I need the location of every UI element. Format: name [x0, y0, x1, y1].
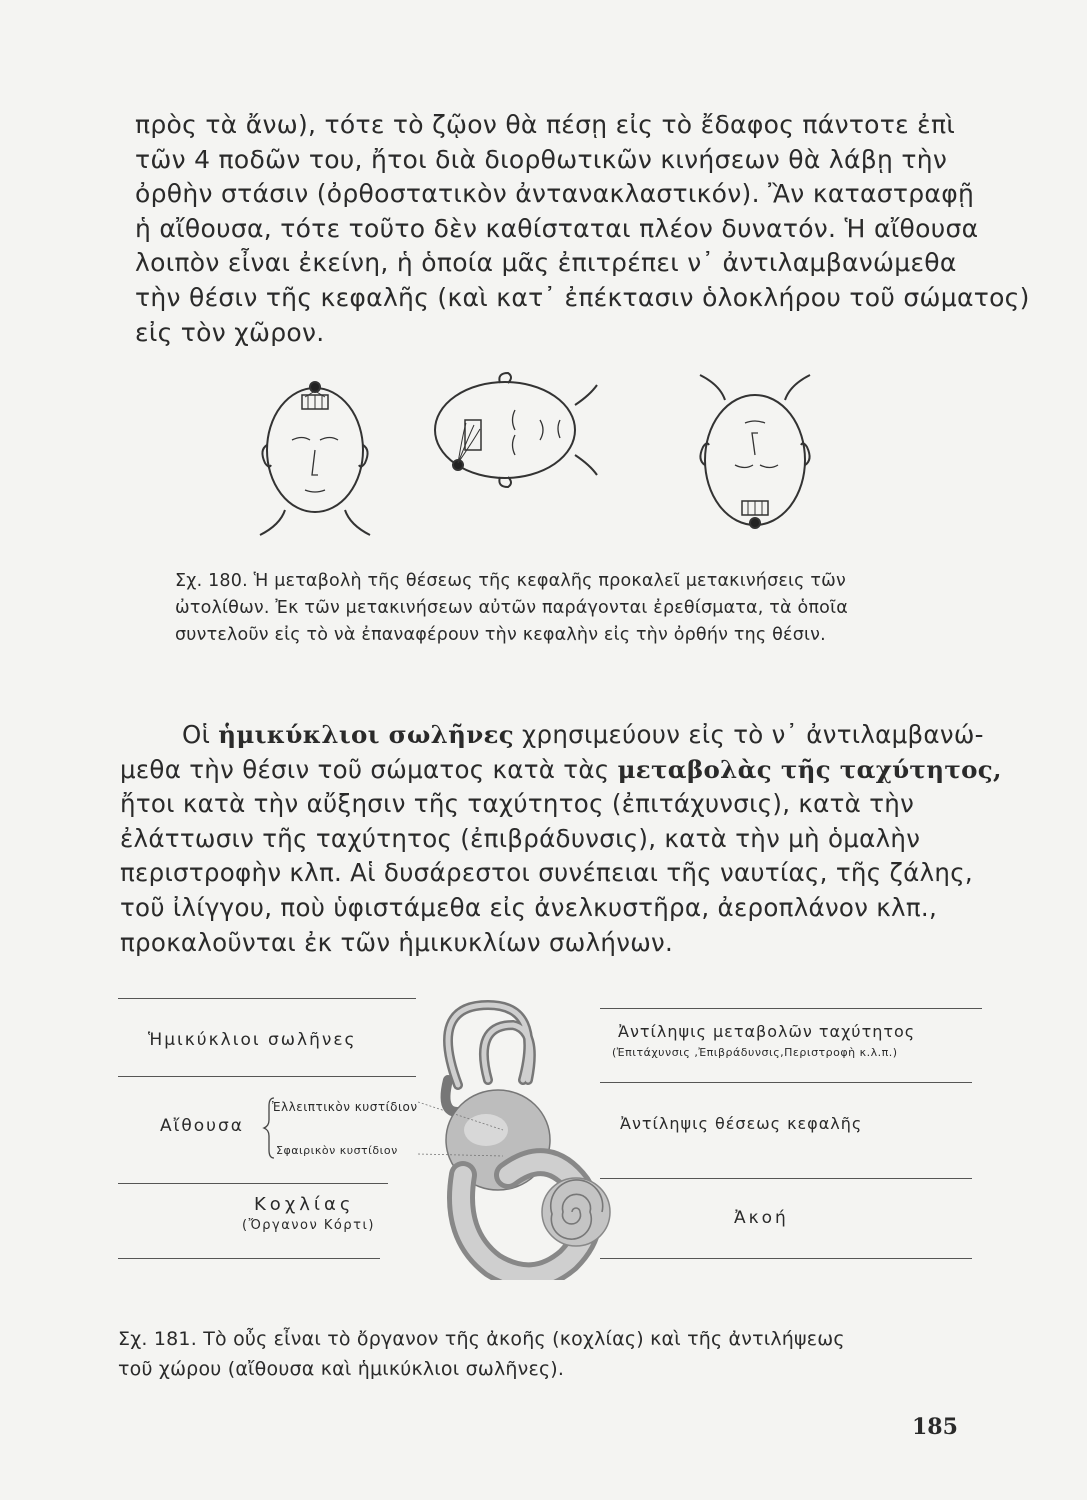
page-number: 185	[912, 1414, 958, 1440]
text-line: τὴν θέσιν τῆς κεφαλῆς (καὶ κατ᾽ ἐπέκτασιν ὁλοκλήρου τοῦ σώματος)	[135, 282, 1030, 312]
label-vestibule: Αἴθουσα	[160, 1116, 245, 1136]
label-semicircular-canals: Ἡμικύκλιοι σωλῆνες	[148, 1030, 357, 1050]
text-line: ἤτοι κατὰ τὴν αὔξησιν τῆς ταχύτητος (ἐπιτάχυνσις), κατὰ τὴν	[120, 789, 915, 819]
inner-ear-diagram	[118, 990, 988, 1280]
label-organ-of-corti: (Ὄργανον Κόρτι)	[242, 1218, 375, 1233]
figure-181-caption	[118, 1324, 978, 1384]
label-speed-perception-detail: (Ἐπιτάχυνσις ,Ἐπιβράδυνσις,Περιστροφὴ κ.λ.π.)	[612, 1046, 898, 1059]
label-hearing: Ἀκοή	[734, 1208, 789, 1228]
figure-180-caption	[175, 568, 975, 649]
text-line	[120, 718, 984, 753]
bold-term: μεταβολὰς τῆς ταχύτητος,	[617, 754, 1002, 784]
paragraph-vestibule	[135, 108, 1030, 350]
caption-line: Σχ. 180. Ἡ μεταβολὴ τῆς θέσεως τῆς κεφαλῆς προκαλεῖ μετακινήσεις τῶν	[175, 571, 846, 591]
head-position-illustration	[250, 365, 850, 545]
head-front-figure	[260, 382, 370, 535]
label-utricle: Ἐλλειπτικὸν κυστίδιον	[272, 1100, 418, 1114]
text-line	[120, 753, 1002, 788]
paragraph-semicircular-canals	[120, 718, 1002, 960]
caption-line: τοῦ χώρου (αἴθουσα καὶ ἡμικύκλιοι σωλῆνες).	[118, 1358, 565, 1380]
text-line: τοῦ ἰλίγγου, ποὺ ὑφιστάμεθα εἰς ἀνελκυστῆρα, ἀεροπλάνον κλπ.,	[120, 892, 938, 922]
bold-term: ἡμικύκλιοι σωλῆνες	[218, 720, 514, 749]
label-cochlea: Κοχλίας	[254, 1194, 355, 1215]
text-line: περιστροφὴν κλπ. Αἱ δυσάρεστοι συνέπειαι τῆς ναυτίας, τῆς ζάλης,	[120, 858, 973, 888]
text-run: χρησιμεύουν εἰς τὸ ν᾽ ἀντιλαμβανώ-	[513, 720, 984, 749]
text-line: τῶν 4 ποδῶν του, ἤτοι διὰ διορθωτικῶν κινήσεων θὰ λάβῃ τὴν	[135, 144, 948, 174]
label-head-position-perception: Ἀντίληψις θέσεως κεφαλῆς	[620, 1114, 863, 1133]
label-saccule: Σφαιρικὸν κυστίδιον	[276, 1144, 398, 1157]
text-line: ἐλάττωσιν τῆς ταχύτητος (ἐπιβράδυνσις), κατὰ τὴν μὴ ὁμαλὴν	[120, 823, 921, 853]
text-run: μεθα τὴν θέσιν τοῦ σώματος κατὰ τὰς	[120, 754, 618, 784]
head-tilted-figure	[435, 373, 597, 487]
text-line: πρὸς τὰ ἄνω), τότε τὸ ζῷον θὰ πέσῃ εἰς τὸ ἔδαφος πάντοτε ἐπὶ	[135, 110, 956, 139]
text-run: Οἱ	[182, 720, 219, 749]
caption-line: ὠτολίθων. Ἐκ τῶν μετακινήσεων αὐτῶν παράγονται ἐρεθίσματα, τὰ ὁποῖα	[175, 598, 848, 618]
head-inverted-figure	[700, 375, 810, 528]
caption-line: συντελοῦν εἰς τὸ νὰ ἐπαναφέρουν τὴν κεφαλὴν εἰς τὴν ὀρθήν της θέσιν.	[175, 625, 826, 645]
text-line: λοιπὸν εἶναι ἐκείνη, ἡ ὁποία μᾶς ἐπιτρέπει ν᾽ ἀντιλαμβανώμεθα	[135, 248, 957, 278]
label-speed-perception: Ἀντίληψις μεταβολῶν ταχύτητος	[618, 1022, 916, 1041]
text-line: ὀρθὴν στάσιν (ὀρθοστατικὸν ἀντανακλαστικόν). Ἂν καταστραφῇ	[135, 179, 975, 209]
text-line: εἰς τὸν χῶρον.	[135, 317, 325, 347]
text-line: ἡ αἴθουσα, τότε τοῦτο δὲν καθίσταται πλέον δυνατόν. Ἡ αἴθουσα	[135, 213, 979, 243]
caption-line: Σχ. 181. Τὸ οὖς εἶναι τὸ ὄργανον τῆς ἀκοῆς (κοχλίας) καὶ τῆς ἀντιλήψεως	[118, 1328, 845, 1350]
vestibule-brace	[264, 1098, 274, 1158]
labyrinth-drawing	[118, 990, 988, 1280]
text-line: προκαλοῦνται ἐκ τῶν ἡμικυκλίων σωλήνων.	[120, 927, 674, 957]
